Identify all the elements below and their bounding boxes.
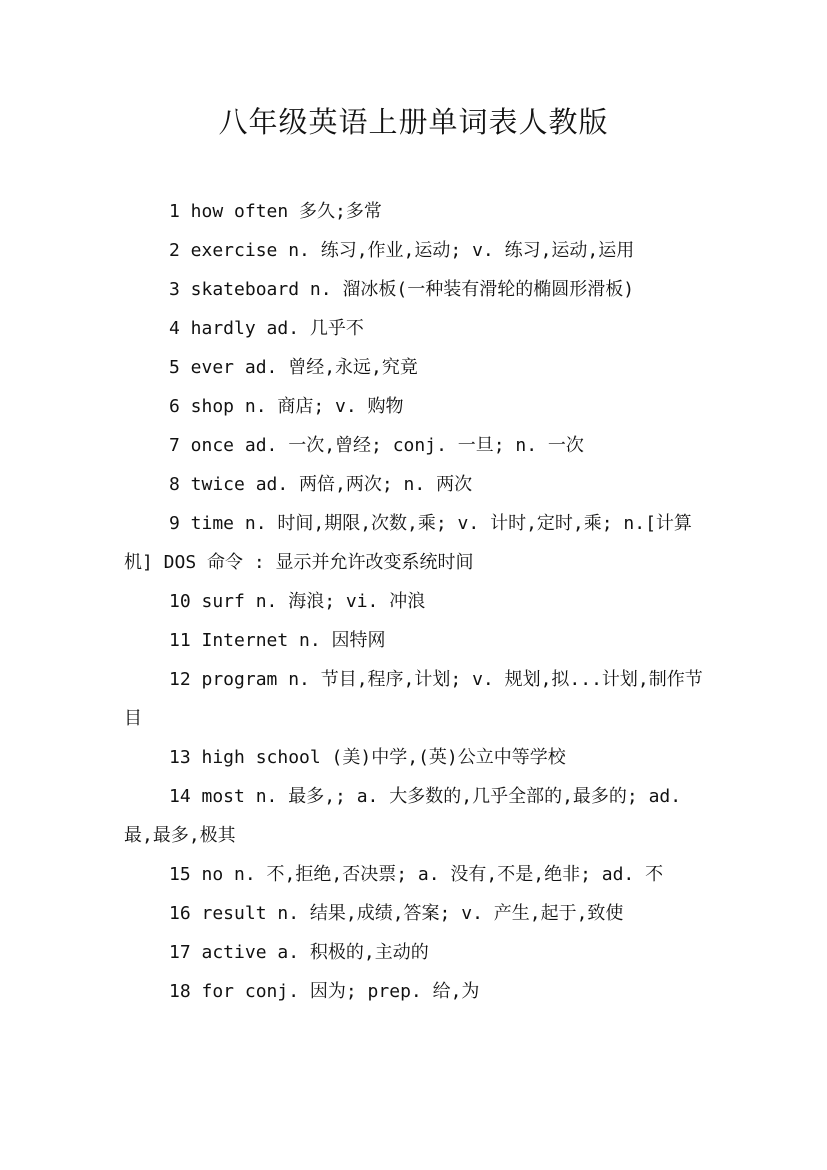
vocabulary-entry-18: 18 for conj. 因为; prep. 给,为 — [169, 981, 480, 1002]
vocabulary-entry-11: 11 Internet n. 因特网 — [169, 630, 386, 651]
vocabulary-list — [124, 192, 714, 1011]
page-title: 八年级英语上册单词表人教版 — [218, 105, 609, 139]
vocabulary-entry-17: 17 active a. 积极的,主动的 — [169, 942, 429, 963]
vocabulary-entry-9: 9 time n. 时间,期限,次数,乘; v. 计时,定时,乘; n.[计算机] DOS 命令 : 显示并允许改变系统时间 — [124, 513, 692, 573]
vocabulary-entry-2: 2 exercise n. 练习,作业,运动; v. 练习,运动,运用 — [169, 240, 635, 261]
vocabulary-entry-10: 10 surf n. 海浪; vi. 冲浪 — [169, 591, 426, 612]
vocabulary-entry-3: 3 skateboard n. 溜冰板(一种装有滑轮的椭圆形滑板) — [169, 279, 635, 300]
vocabulary-entry-5: 5 ever ad. 曾经,永远,究竟 — [169, 357, 418, 378]
vocabulary-entry-16: 16 result n. 结果,成绩,答案; v. 产生,起于,致使 — [169, 903, 624, 924]
vocabulary-entry-13: 13 high school (美)中学,(英)公立中等学校 — [169, 747, 566, 768]
vocabulary-entry-1: 1 how often 多久;多常 — [169, 201, 382, 222]
vocabulary-entry-15: 15 no n. 不,拒绝,否决票; a. 没有,不是,绝非; ad. 不 — [169, 864, 664, 885]
vocabulary-entry-7: 7 once ad. 一次,曾经; conj. 一旦; n. 一次 — [169, 435, 584, 456]
vocabulary-entry-14: 14 most n. 最多,; a. 大多数的,几乎全部的,最多的; ad. 最,最多,极其 — [124, 786, 682, 846]
vocabulary-entry-12: 12 program n. 节目,程序,计划; v. 规划,拟...计划,制作节目 — [124, 669, 703, 729]
vocabulary-entry-6: 6 shop n. 商店; v. 购物 — [169, 396, 404, 417]
vocabulary-entry-4: 4 hardly ad. 几乎不 — [169, 318, 364, 339]
vocabulary-entry-8: 8 twice ad. 两倍,两次; n. 两次 — [169, 474, 473, 495]
